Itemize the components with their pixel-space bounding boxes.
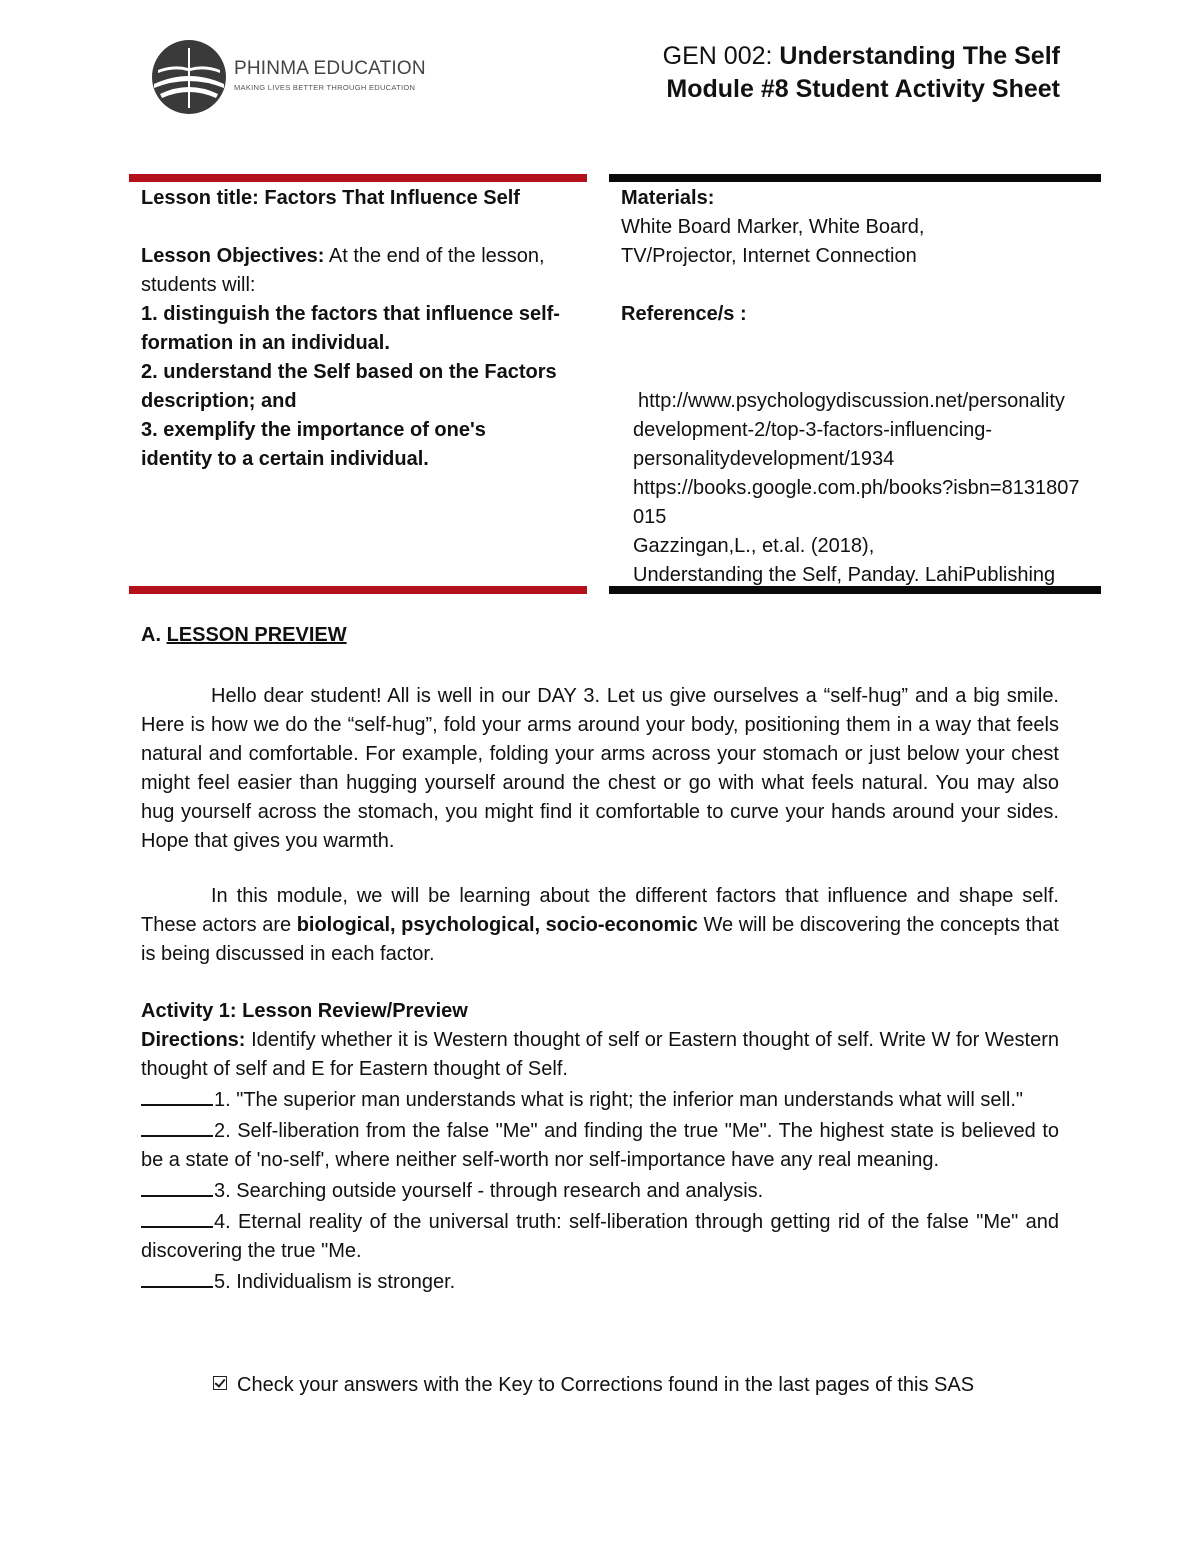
activity-directions <box>141 1026 1059 1084</box>
top-left-divider <box>129 174 587 182</box>
answer-blank[interactable] <box>141 1266 213 1288</box>
module-paragraph <box>141 882 1059 969</box>
bottom-left-divider <box>129 586 587 594</box>
item-text: 4. Eternal reality of the universal truth: self-liberation through getting rid of the false "Me" and discovering the true "Me. <box>141 1211 1059 1262</box>
materials-line: TV/Projector, Internet Connection <box>621 245 917 267</box>
reference-line: 015 <box>633 506 667 528</box>
item-text: 5. Individualism is stronger. <box>214 1271 456 1293</box>
objective-line: formation in an individual. <box>141 332 390 354</box>
answer-blank[interactable] <box>141 1175 213 1197</box>
answer-blank[interactable] <box>141 1206 213 1228</box>
directions-text: Identify whether it is Western thought of self or Eastern thought of self. Write W for Western thought of self and E for Eastern thought of Self. <box>141 1029 1060 1080</box>
course-title: Understanding The Self <box>779 42 1060 70</box>
checkbox-checked-icon <box>213 1376 227 1390</box>
intro-paragraph <box>141 682 1059 856</box>
activity-item <box>141 1206 1059 1266</box>
module-line: Module #8 Student Activity Sheet <box>666 75 1060 103</box>
reference-line: Gazzingan,L., et.al. (2018), <box>633 535 875 557</box>
activity-title: Activity 1: Lesson Review/Preview <box>141 1000 468 1022</box>
lesson-title-label: Lesson title: <box>141 187 259 209</box>
paragraph-text: In this module, we will be learning about the different factors that influence and shape self. These actors are <box>141 885 1059 936</box>
lesson-info-column <box>141 184 581 474</box>
item-text: 3. Searching outside yourself - through research and analysis. <box>214 1180 764 1202</box>
objective-line: 1. distinguish the factors that influence self- <box>141 303 560 325</box>
factors-emphasis: biological, psychological, socio-economic <box>296 914 698 936</box>
materials-line: White Board Marker, White Board, <box>621 216 925 238</box>
reference-line: http://www.psychologydiscussion.net/personality <box>638 390 1065 412</box>
section-title: LESSON PREVIEW <box>166 624 347 646</box>
course-code: GEN 002: <box>662 42 773 70</box>
top-right-divider <box>609 174 1101 182</box>
reference-line: Understanding the Self, Panday. LahiPublishing <box>633 564 1056 586</box>
objectives-label: Lesson Objectives: <box>141 245 325 267</box>
activity-block <box>141 997 1059 1297</box>
objective-line: identity to a certain individual. <box>141 448 429 470</box>
activity-item <box>141 1115 1059 1175</box>
item-text: 1. "The superior man understands what is right; the inferior man understands what will sell." <box>214 1089 1024 1111</box>
activity-item <box>141 1175 1059 1206</box>
item-text: 2. Self-liberation from the false "Me" and finding the true "Me". The highest state is believed to be a state of 'no-self', where neither self-worth nor self-importance have any real meaning. <box>141 1120 1059 1171</box>
globe-book-logo-icon <box>150 38 228 116</box>
objectives-line <box>141 242 581 271</box>
lesson-title-line <box>141 184 581 213</box>
objectives-intro-2: students will: <box>141 274 256 296</box>
document-title <box>663 40 1060 106</box>
materials-column <box>621 184 1100 590</box>
reference-line: https://books.google.com.ph/books?isbn=8131807 <box>633 477 1080 499</box>
objective-line: 2. understand the Self based on the Factors <box>141 361 557 383</box>
answer-blank[interactable] <box>141 1084 213 1106</box>
reference-line: personalitydevelopment/1934 <box>633 448 895 470</box>
reference-line: development-2/top-3-factors-influencing- <box>633 419 993 441</box>
logo-tagline: MAKING LIVES BETTER THROUGH EDUCATION <box>234 83 416 92</box>
references-list <box>621 387 1100 590</box>
section-heading <box>141 624 347 647</box>
activity-item <box>141 1266 1059 1297</box>
objective-line: description; and <box>141 390 297 412</box>
materials-label: Materials: <box>621 187 715 209</box>
check-note-text: Check your answers with the Key to Corrections found in the last pages of this SAS <box>237 1374 975 1396</box>
logo-name: PHINMA EDUCATION <box>234 58 426 79</box>
references-label: Reference/s : <box>621 303 747 325</box>
activity-item <box>141 1084 1059 1115</box>
paragraph-text: We will be discovering the concepts that is being discussed in each factor. <box>141 914 1059 965</box>
objectives-intro-1: At the end of the lesson, <box>328 245 545 267</box>
section-letter: A. <box>141 624 161 646</box>
objective-line: 3. exemplify the importance of one's <box>141 419 486 441</box>
answer-blank[interactable] <box>141 1115 213 1137</box>
directions-label: Directions: <box>141 1029 246 1051</box>
check-answers-note <box>213 1371 974 1400</box>
paragraph-text: Hello dear student! All is well in our DAY 3. Let us give ourselves a “self-hug” and a big smile. Here is how we do the “self-hug”, fold your arms around your body, positioning them in a way that feels natural and comfortable. For example, folding your arms across your stomach or just below your chest might feel easier than hugging yourself around the chest or go with what feels natural. You may also hug yourself across the stomach, you might find it comfortable to curve your hands around your sides. Hope that gives you warmth. <box>141 685 1059 852</box>
lesson-title-value: Factors That Influence Self <box>264 187 520 209</box>
phinma-logo <box>150 38 426 118</box>
